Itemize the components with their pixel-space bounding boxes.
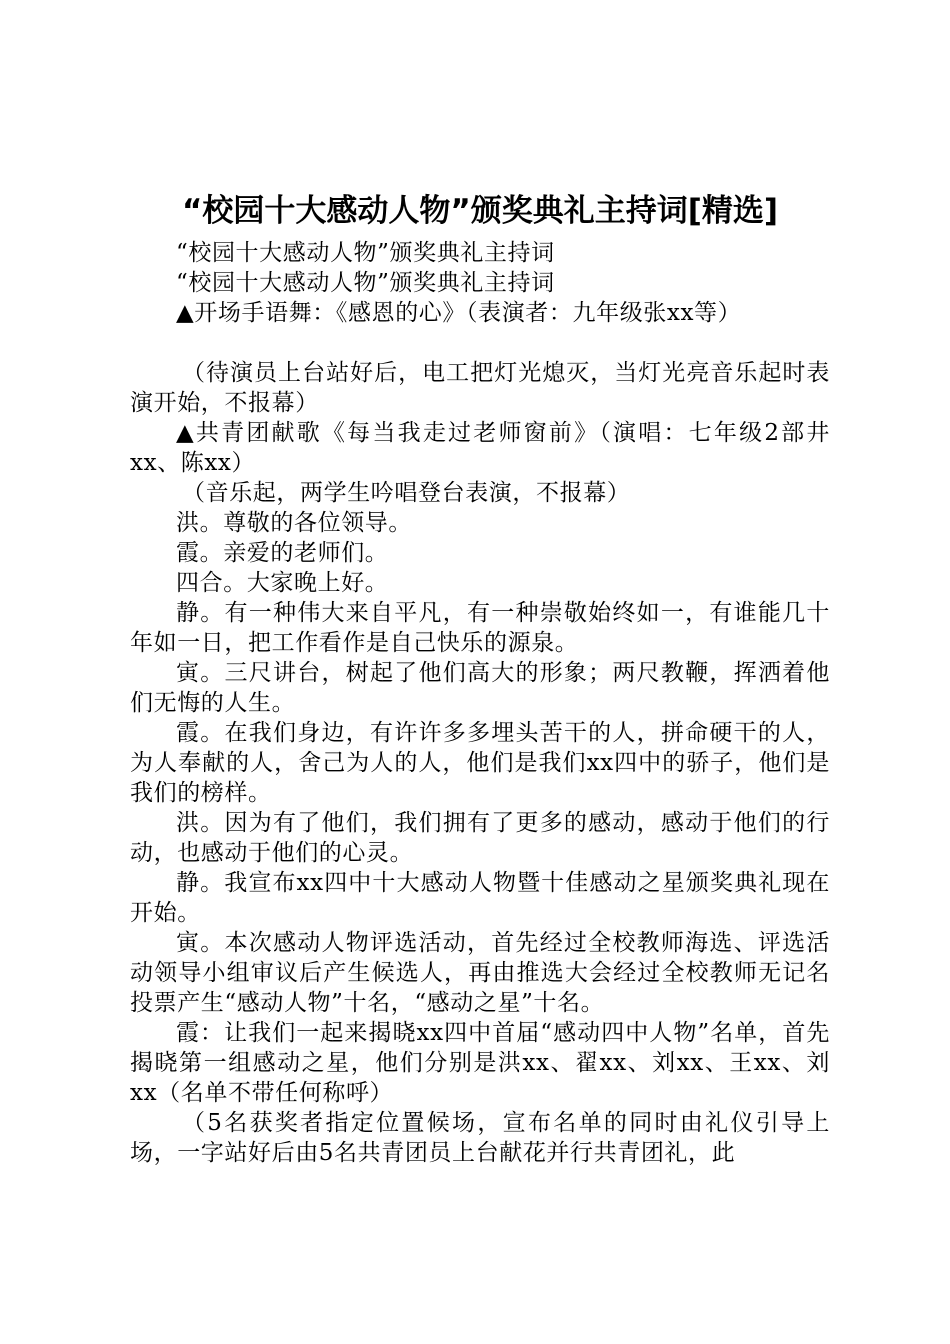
document-page [130, 188, 830, 1168]
paragraph: （5名获奖者指定位置候场，宣布名单的同时由礼仪引导上场，一字站好后由5名共青团员上台献花并行共青团礼，此 [130, 1110, 830, 1166]
paragraph: 静。有一种伟大来自平凡，有一种崇敬始终如一，有谁能几十年如一日，把工作看作是自己快乐的源泉。 [130, 600, 830, 656]
paragraph: 寅。三尺讲台，树起了他们高大的形象；两尺教鞭，挥洒着他们无悔的人生。 [130, 660, 830, 716]
blank-line [130, 328, 830, 358]
document-title: “校园十大感动人物”颁奖典礼主持词[精选] [181, 193, 779, 229]
paragraph: “校园十大感动人物”颁奖典礼主持词 [176, 270, 555, 296]
paragraph: 霞。在我们身边，有许许多多埋头苦干的人，拼命硬干的人，为人奉献的人，舍己为人的人，他们是我们xx四中的骄子，他们是我们的榜样。 [130, 720, 830, 806]
paragraph: ▲共青团献歌《每当我走过老师窗前》（演唱：七年级2部井xx、陈xx） [130, 420, 830, 476]
paragraph: ▲开场手语舞：《感恩的心》（表演者：九年级张xx等） [176, 300, 742, 326]
paragraph: 霞。亲爱的老师们。 [176, 540, 389, 566]
paragraph: 洪。因为有了他们，我们拥有了更多的感动，感动于他们的行动，也感动于他们的心灵。 [130, 810, 830, 866]
paragraph: 寅。本次感动人物评选活动，首先经过全校教师海选、评选活动领导小组审议后产生候选人，再由推选大会经过全校教师无记名投票产生“感动人物”十名，“感动之星”十名。 [130, 930, 830, 1016]
paragraph: （音乐起，两学生吟唱登台表演，不报幕） [182, 480, 631, 506]
document-body [130, 238, 830, 1168]
paragraph: “校园十大感动人物”颁奖典礼主持词 [176, 240, 555, 266]
paragraph: 四合。大家晚上好。 [176, 570, 389, 596]
paragraph: 霞：让我们一起来揭晓xx四中首届“感动四中人物”名单，首先揭晓第一组感动之星，他们分别是洪xx、翟xx、刘xx、王xx、刘xx（名单不带任何称呼） [130, 1020, 830, 1106]
paragraph: 洪。尊敬的各位领导。 [176, 510, 412, 536]
paragraph: 静。我宣布xx四中十大感动人物暨十佳感动之星颁奖典礼现在开始。 [130, 870, 830, 926]
paragraph: （待演员上台站好后，电工把灯光熄灭，当灯光亮音乐起时表演开始，不报幕） [130, 360, 830, 416]
